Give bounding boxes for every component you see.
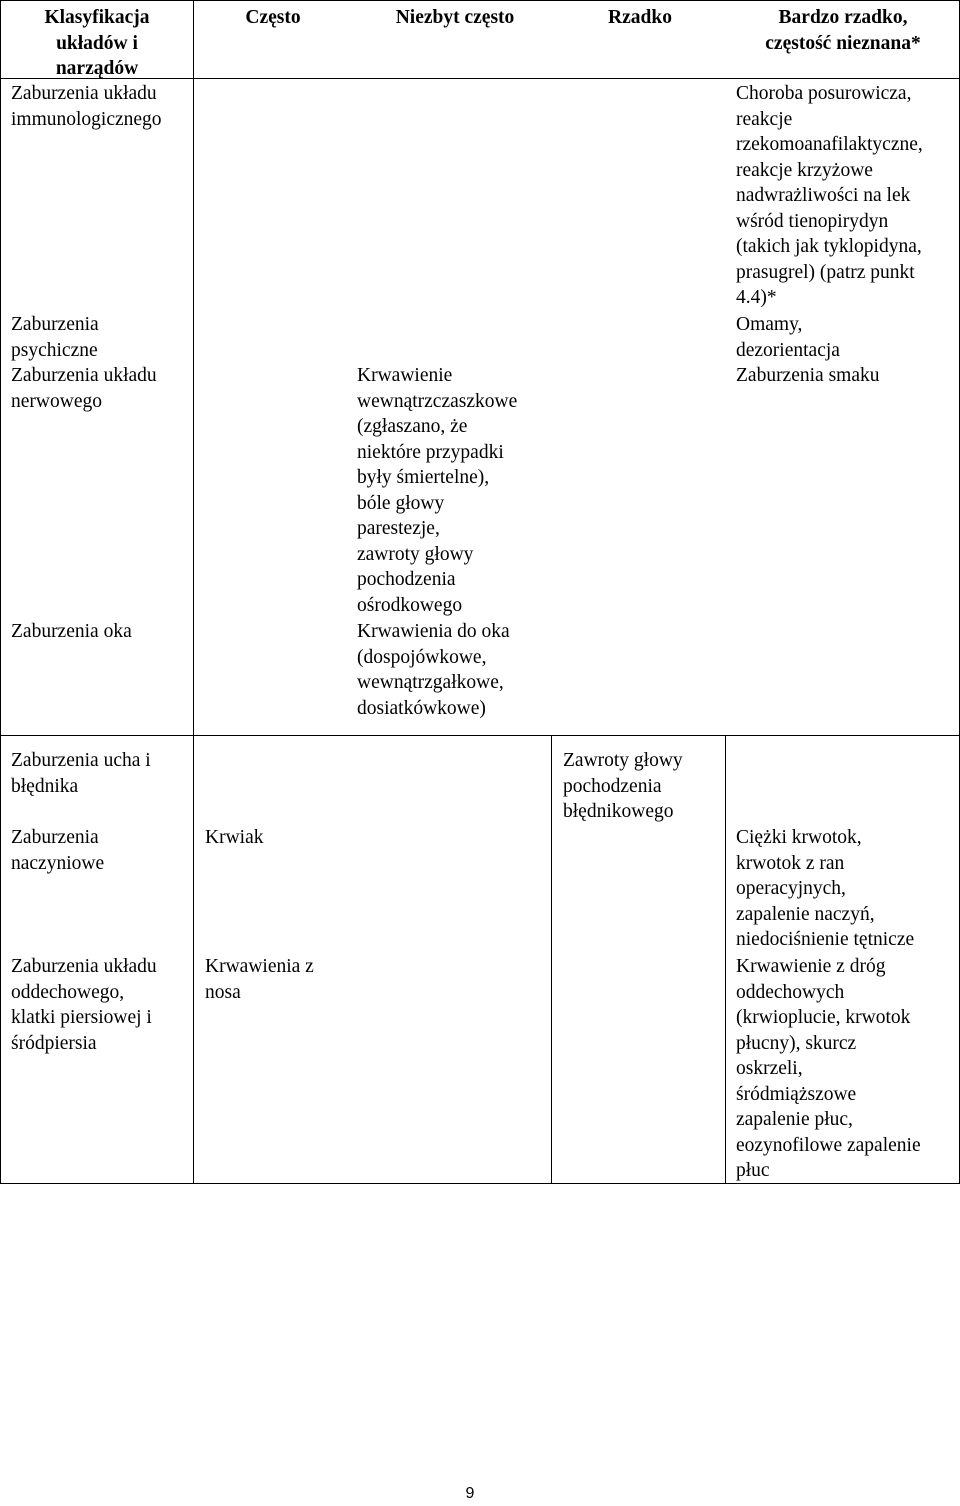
header-often: Często xyxy=(245,7,301,28)
row-nervous-very-rare: Zaburzenia smaku xyxy=(736,365,880,386)
page-number: 9 xyxy=(465,1485,475,1502)
col-border-rare xyxy=(551,735,552,1184)
row-psychiatric-very-rare: Omamy, dezorientacja xyxy=(736,314,840,361)
header-classification: Klasyfikacja układów i narządów xyxy=(44,7,150,79)
header-very-rare: Bardzo rzadko, częstość nieznana* xyxy=(765,7,921,54)
row-eye-uncommon: Krwawienia do oka (dospojówkowe, wewnątrzgałkowe, dosiatkówkowe) xyxy=(357,621,510,719)
row-respiratory-organ: Zaburzenia układu oddechowego, klatki piersiowej i śródpiersia xyxy=(11,956,157,1054)
table-border-top xyxy=(0,0,960,1)
row-nervous-uncommon: Krwawienie wewnątrzczaszkowe (zgłaszano, że niektóre przypadki były śmiertelne), bóle głowy parestezje, zawroty głowy pochodzenia ośrodkowego xyxy=(357,365,518,616)
row-psychiatric-organ: Zaburzenia psychiczne xyxy=(11,314,99,361)
row-eye-organ: Zaburzenia oka xyxy=(11,621,132,642)
header-uncommon: Niezbyt często xyxy=(395,7,515,28)
row-vascular-very-rare: Ciężki krwotok, krwotok z ran operacyjnych, zapalenie naczyń, niedociśnienie tętnicze xyxy=(736,827,915,950)
row-immune-organ: Zaburzenia układu immunologicznego xyxy=(11,83,162,130)
row-ear-organ: Zaburzenia ucha i błędnika xyxy=(11,750,151,797)
block-divider xyxy=(0,735,960,736)
row-respiratory-very-rare: Krwawienie z dróg oddechowych (krwioplucie, krwotok płucny), skurcz oskrzeli, śródmiąższowe zapalenie płuc, eozynofilowe zapalenie płuc xyxy=(736,956,921,1181)
row-nervous-organ: Zaburzenia układu nerwowego xyxy=(11,365,157,412)
row-immune-very-rare: Choroba posurowicza, reakcje rzekomoanafilaktyczne, reakcje krzyżowe nadwrażliwości na lek wśród tienopirydyn (takich jak tyklopidyna, prasugrel) (patrz punkt 4.4)* xyxy=(736,83,923,308)
col-border-1 xyxy=(193,0,194,1184)
row-ear-rare: Zawroty głowy pochodzenia błędnikowego xyxy=(563,750,683,822)
row-vascular-often: Krwiak xyxy=(205,827,264,848)
row-respiratory-often: Krwawienia z nosa xyxy=(205,956,314,1003)
header-rare: Rzadko xyxy=(608,7,672,28)
col-border-very-rare xyxy=(725,735,726,1184)
col-border-left xyxy=(0,0,1,1184)
row-vascular-organ: Zaburzenia naczyniowe xyxy=(11,827,105,874)
